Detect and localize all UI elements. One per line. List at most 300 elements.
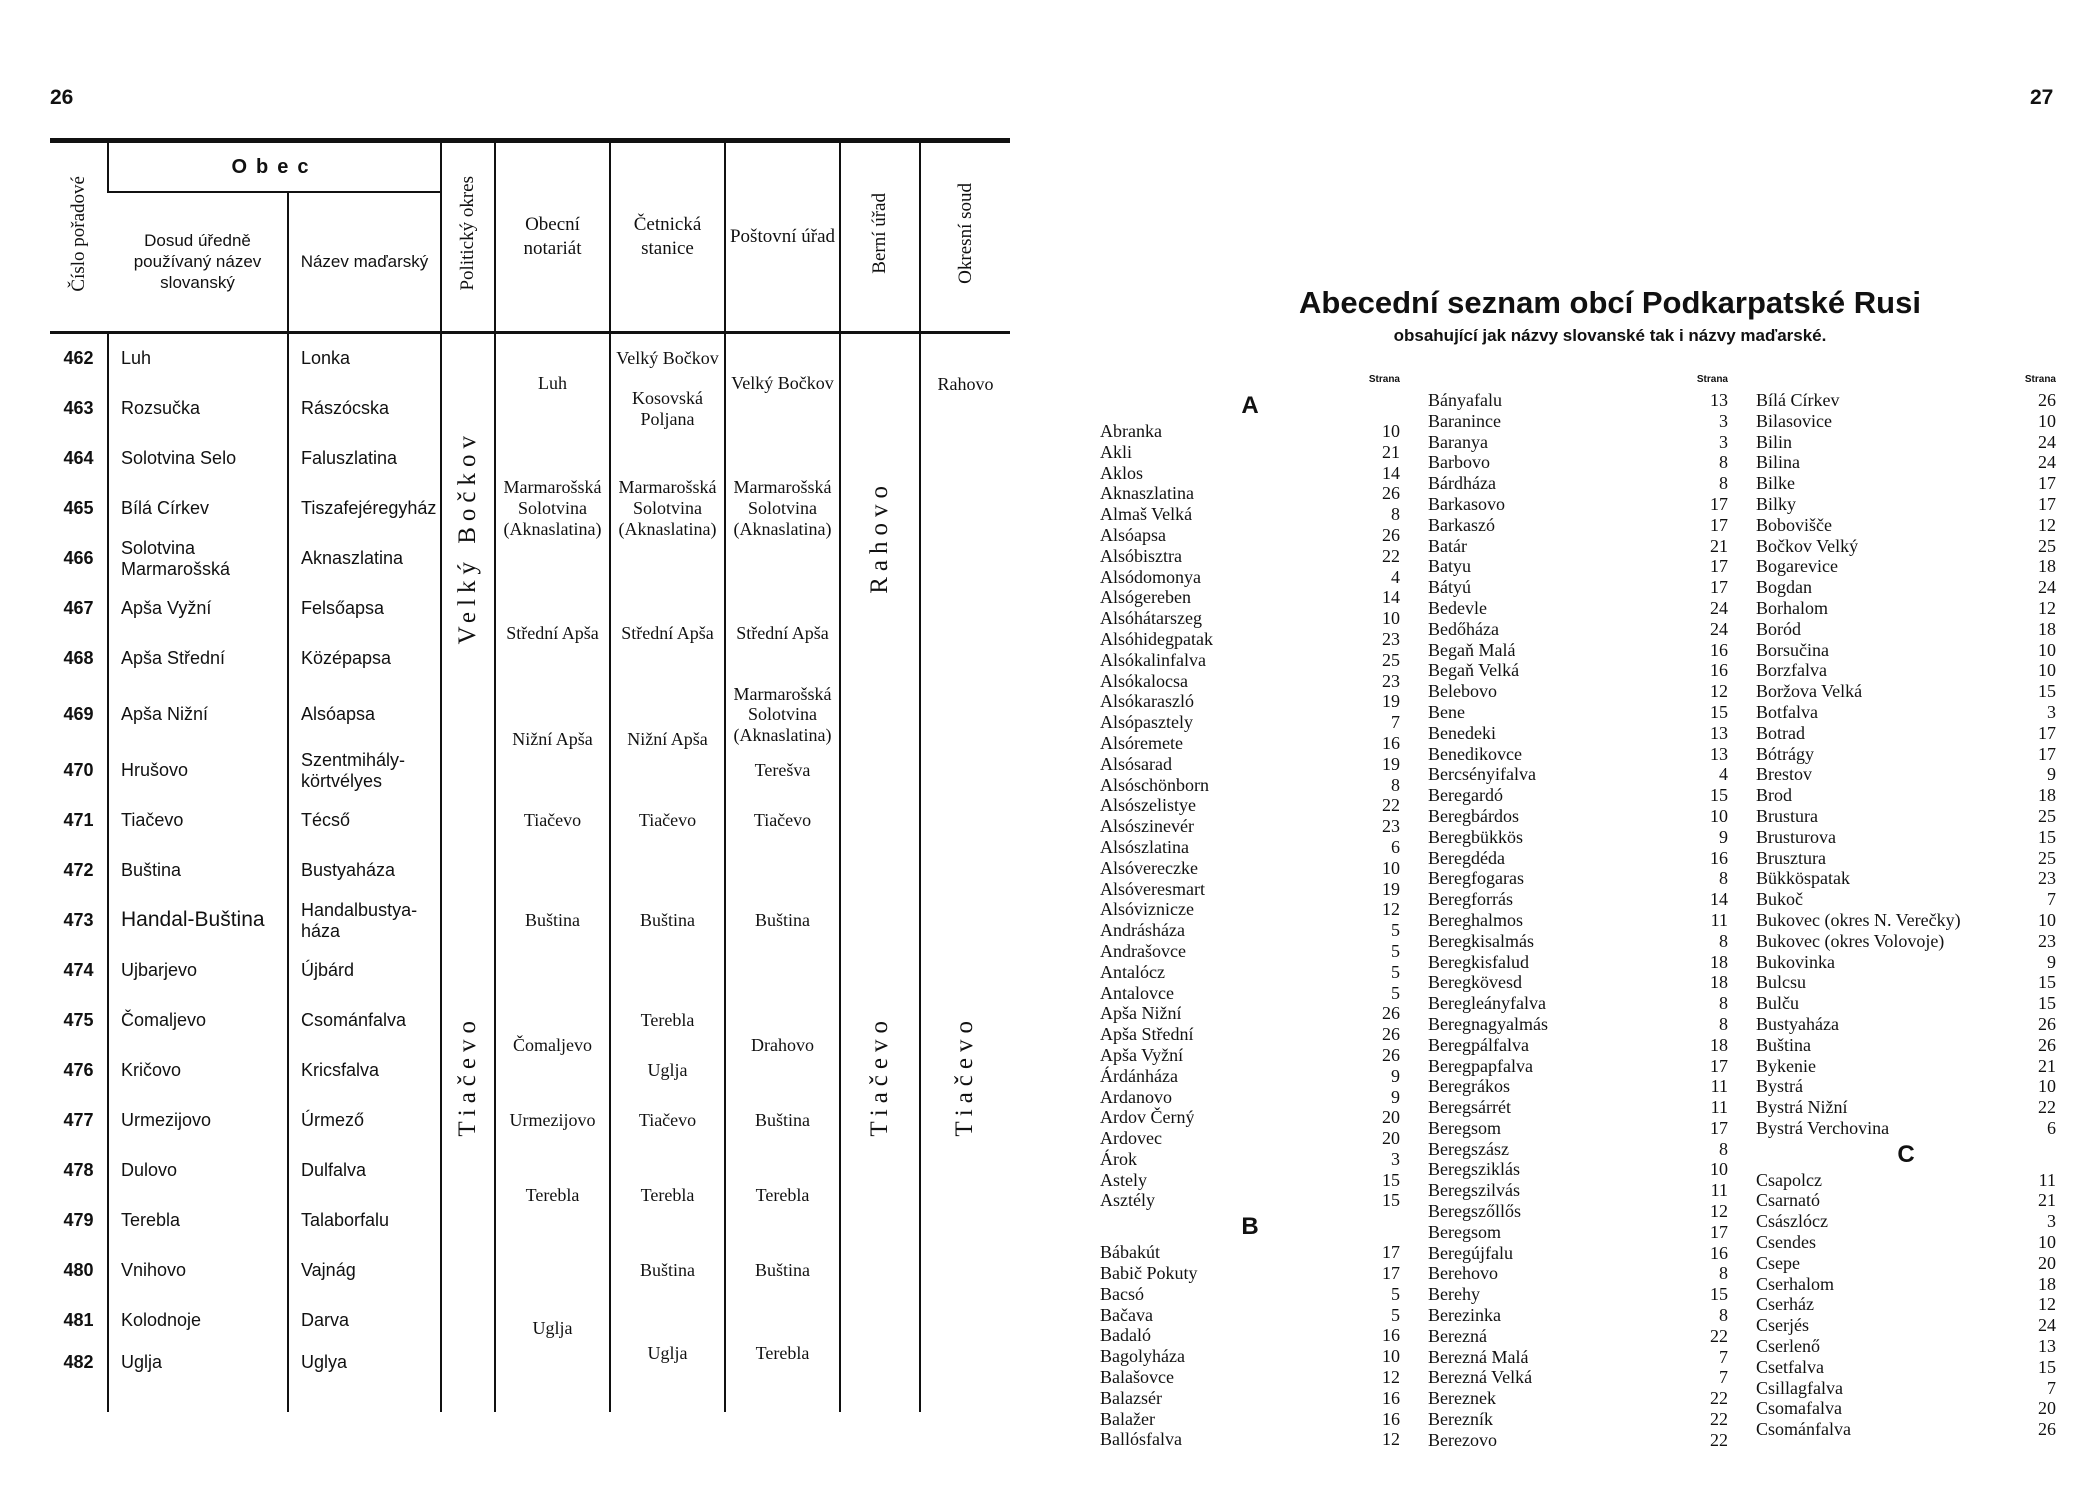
index-entry bbox=[1100, 1242, 1400, 1263]
entry-page: 15 bbox=[2038, 681, 2056, 702]
entry-page: 14 bbox=[1382, 587, 1400, 608]
entry-page: 3 bbox=[1719, 410, 1728, 431]
entry-name: Ardovec bbox=[1100, 1128, 1162, 1149]
okres-cell: Tiačevo bbox=[441, 746, 495, 1412]
index-entry bbox=[1100, 1045, 1400, 1066]
index-entry bbox=[1756, 993, 2056, 1014]
index-entry bbox=[1100, 1346, 1400, 1367]
index-entry bbox=[1428, 1347, 1728, 1368]
index-entry bbox=[1428, 1243, 1728, 1264]
entry-name: Cserhalom bbox=[1756, 1273, 1834, 1294]
entry-page: 3 bbox=[2047, 701, 2056, 722]
entry-name: Andrásháza bbox=[1100, 920, 1185, 941]
entry-name: Bilasovice bbox=[1756, 410, 1832, 431]
index-entry bbox=[1756, 432, 2056, 453]
cetnicka-cell: Tiačevo bbox=[610, 796, 725, 846]
index-entry bbox=[1756, 1118, 2056, 1139]
entry-name: Csendes bbox=[1756, 1232, 1816, 1253]
entry-page: 10 bbox=[1382, 608, 1400, 629]
entry-name: Cserház bbox=[1756, 1294, 1814, 1315]
entry-page: 12 bbox=[1382, 1429, 1400, 1450]
index-entry bbox=[1428, 515, 1728, 536]
entry-name: Árok bbox=[1100, 1148, 1137, 1169]
entry-page: 13 bbox=[1710, 743, 1728, 764]
strana-label: Strana bbox=[1368, 374, 1400, 385]
entry-name: Beregardó bbox=[1428, 785, 1503, 806]
entry-page: 4 bbox=[1719, 764, 1728, 785]
entry-page: 20 bbox=[2038, 1398, 2056, 1419]
entry-name: Bábakút bbox=[1100, 1242, 1160, 1263]
index-entry bbox=[1100, 962, 1400, 983]
index-entry bbox=[1100, 1107, 1400, 1128]
entry-name: Berehovo bbox=[1428, 1263, 1498, 1284]
entry-name: Beregleányfalva bbox=[1428, 993, 1546, 1014]
entry-page: 19 bbox=[1382, 878, 1400, 899]
index-entry bbox=[1756, 1170, 2056, 1191]
cetnicka-cell: Marmarošská Solotvina (Aknaslatina) bbox=[610, 434, 725, 584]
index-entry bbox=[1428, 723, 1728, 744]
entry-page: 26 bbox=[1382, 524, 1400, 545]
entry-page: 15 bbox=[1710, 701, 1728, 722]
index-entry bbox=[1756, 681, 2056, 702]
postovni-cell: Buština bbox=[725, 1246, 840, 1296]
entry-page: 22 bbox=[1382, 795, 1400, 816]
index-entry bbox=[1100, 421, 1400, 442]
entry-page: 12 bbox=[2038, 514, 2056, 535]
entry-page: 11 bbox=[1710, 1076, 1728, 1097]
entry-page: 8 bbox=[1391, 504, 1400, 525]
cetnicka-cell: Buština bbox=[610, 846, 725, 996]
entry-page: 24 bbox=[2038, 1315, 2056, 1336]
entry-page: 17 bbox=[2038, 493, 2056, 514]
postovni-cell: Buština bbox=[725, 846, 840, 996]
notariat-cell: Urmezijovo bbox=[495, 1096, 610, 1146]
entry-name: Botfalva bbox=[1756, 701, 1818, 722]
letter-heading: C bbox=[1897, 1140, 1915, 1168]
entry-page: 10 bbox=[2038, 410, 2056, 431]
entry-page: 17 bbox=[2038, 743, 2056, 764]
index-entry bbox=[1756, 1035, 2056, 1056]
entry-page: 16 bbox=[1710, 1242, 1728, 1263]
index-entry bbox=[1756, 1097, 2056, 1118]
index-entry bbox=[1428, 1139, 1728, 1160]
index-entry bbox=[1428, 1118, 1728, 1139]
entry-page: 17 bbox=[1710, 556, 1728, 577]
index-entry bbox=[1756, 1398, 2056, 1419]
notariat-cell: Střední Apša bbox=[495, 584, 610, 684]
cetnicka-cell: Terebla bbox=[610, 1146, 725, 1246]
entry-name: Barkaszó bbox=[1428, 514, 1495, 535]
index-entry bbox=[1428, 640, 1728, 661]
index-entry bbox=[1756, 577, 2056, 598]
index-entry bbox=[1756, 1336, 2056, 1357]
index-entry bbox=[1100, 1305, 1400, 1326]
entry-page: 15 bbox=[1710, 1284, 1728, 1305]
entry-name: Csomafalva bbox=[1756, 1398, 1842, 1419]
madarsky-name: Técső bbox=[288, 796, 441, 846]
entry-name: Csarnató bbox=[1756, 1190, 1820, 1211]
entry-name: Bárdháza bbox=[1428, 473, 1496, 494]
entry-name: Begaň Velká bbox=[1428, 660, 1520, 681]
entry-name: Csillagfalva bbox=[1756, 1377, 1843, 1398]
entry-page: 11 bbox=[1710, 1097, 1728, 1118]
entry-page: 8 bbox=[1391, 774, 1400, 795]
slovansky-name: Ujbarjevo bbox=[108, 946, 288, 996]
index-entry bbox=[1428, 744, 1728, 765]
entry-page: 17 bbox=[1382, 1242, 1400, 1263]
entry-name: Alsószinevér bbox=[1100, 816, 1194, 837]
entry-page: 8 bbox=[1719, 1263, 1728, 1284]
postovni-cell: Drahovo bbox=[725, 996, 840, 1096]
row-number: 474 bbox=[63, 960, 94, 981]
index-entry bbox=[1100, 816, 1400, 837]
entry-page: 10 bbox=[2038, 639, 2056, 660]
notariat-cell: Uglja bbox=[495, 1246, 610, 1412]
entry-page: 21 bbox=[1382, 441, 1400, 462]
entry-page: 5 bbox=[1391, 961, 1400, 982]
entry-page: 10 bbox=[2038, 1232, 2056, 1253]
entry-name: Alsósarad bbox=[1100, 753, 1172, 774]
index-entry bbox=[1428, 806, 1728, 827]
entry-name: Alsóvereczke bbox=[1100, 857, 1198, 878]
entry-page: 18 bbox=[1710, 951, 1728, 972]
index-entry bbox=[1428, 577, 1728, 598]
row-number: 463 bbox=[63, 398, 94, 419]
entry-name: Bystrá Verchovina bbox=[1756, 1117, 1890, 1138]
madarsky-name: Szentmihály-körtvélyes bbox=[288, 746, 441, 796]
index-entry bbox=[1756, 1274, 2056, 1295]
index-entry bbox=[1756, 785, 2056, 806]
entry-name: Bogarevice bbox=[1756, 556, 1838, 577]
index-entry bbox=[1428, 390, 1728, 411]
entry-name: Beregszász bbox=[1428, 1138, 1509, 1159]
index-entry bbox=[1100, 463, 1400, 484]
entry-page: 11 bbox=[1710, 909, 1728, 930]
index-entry bbox=[1100, 650, 1400, 671]
madarsky-name: Aknaszlatina bbox=[288, 534, 441, 584]
row-number: 479 bbox=[63, 1210, 94, 1231]
slovansky-name: Solotvina Selo bbox=[108, 434, 288, 484]
madarsky-name: Uglya bbox=[288, 1346, 441, 1412]
strana-label: Strana bbox=[1696, 374, 1728, 385]
index-entry bbox=[1756, 411, 2056, 432]
entry-name: Belebovo bbox=[1428, 681, 1497, 702]
entry-page: 16 bbox=[1382, 1387, 1400, 1408]
entry-page: 24 bbox=[2038, 577, 2056, 598]
index-entry bbox=[1100, 1190, 1400, 1211]
entry-name: Beregdéda bbox=[1428, 847, 1505, 868]
entry-page: 16 bbox=[1382, 732, 1400, 753]
index-entry bbox=[1100, 941, 1400, 962]
index-entry bbox=[1428, 473, 1728, 494]
entry-name: Alsóbisztra bbox=[1100, 545, 1182, 566]
entry-name: Asztély bbox=[1100, 1190, 1155, 1211]
entry-name: Alsókalinfalva bbox=[1100, 649, 1206, 670]
soud-cell: Rahovo bbox=[920, 332, 1010, 746]
slovansky-name: Tiačevo bbox=[108, 796, 288, 846]
index-entry bbox=[1100, 608, 1400, 629]
madarsky-name: Alsóapsa bbox=[288, 684, 441, 746]
entry-name: Boržova Velká bbox=[1756, 681, 1863, 702]
index-entry bbox=[1428, 1014, 1728, 1035]
index-entry bbox=[1100, 483, 1400, 504]
entry-page: 18 bbox=[2038, 618, 2056, 639]
entry-page: 23 bbox=[1382, 670, 1400, 691]
entry-name: Bukovec (okres Volovoje) bbox=[1756, 930, 1945, 951]
entry-page: 23 bbox=[2038, 930, 2056, 951]
index-entry bbox=[1100, 1388, 1400, 1409]
index-subtitle: obsahující jak názvy slovanské tak i názvy maďarské. bbox=[1393, 326, 1827, 345]
index-entry bbox=[1100, 733, 1400, 754]
entry-name: Bene bbox=[1428, 701, 1465, 722]
entry-name: Bilky bbox=[1756, 493, 1797, 514]
index-entry bbox=[1100, 1325, 1400, 1346]
entry-name: Bogdan bbox=[1756, 577, 1812, 598]
entry-page: 8 bbox=[1719, 1305, 1728, 1326]
entry-name: Boród bbox=[1756, 618, 1801, 639]
row-number: 480 bbox=[63, 1260, 94, 1281]
index-entry bbox=[1100, 1024, 1400, 1045]
entry-page: 8 bbox=[1719, 473, 1728, 494]
entry-name: Berezná Malá bbox=[1428, 1346, 1529, 1367]
madarsky-name: Úrmező bbox=[288, 1096, 441, 1146]
entry-page: 18 bbox=[1710, 1034, 1728, 1055]
entry-page: 12 bbox=[1710, 681, 1728, 702]
index-entry bbox=[1100, 795, 1400, 816]
row-number: 468 bbox=[63, 648, 94, 669]
entry-name: Bočkov Velký bbox=[1756, 535, 1859, 556]
entry-page: 8 bbox=[1719, 993, 1728, 1014]
index-entry bbox=[1428, 972, 1728, 993]
entry-name: Brustura bbox=[1756, 805, 1818, 826]
index-entry bbox=[1756, 1232, 2056, 1253]
entry-page: 17 bbox=[1710, 1055, 1728, 1076]
index-entry bbox=[1100, 567, 1400, 588]
entry-page: 15 bbox=[1382, 1169, 1400, 1190]
entry-name: Buština bbox=[1756, 1034, 1812, 1055]
slovansky-name: Uglja bbox=[108, 1346, 288, 1412]
index-entry bbox=[1756, 931, 2056, 952]
row-number: 469 bbox=[63, 704, 94, 725]
entry-name: Bačava bbox=[1100, 1304, 1153, 1325]
entry-name: Beregsziklás bbox=[1428, 1159, 1520, 1180]
slovansky-name: Apša Vyžní bbox=[108, 584, 288, 634]
index-entry bbox=[1428, 411, 1728, 432]
madarsky-name: Faluszlatina bbox=[288, 434, 441, 484]
entry-page: 18 bbox=[2038, 556, 2056, 577]
entry-name: Bulcsu bbox=[1756, 972, 1807, 993]
notariat-cell: Nižní Apša bbox=[495, 684, 610, 796]
index-entry bbox=[1428, 1367, 1728, 1388]
header-slovansky: Dosud úředně používaný název slovanský bbox=[108, 192, 288, 332]
index-entry bbox=[1756, 972, 2056, 993]
entry-page: 9 bbox=[2047, 951, 2056, 972]
index-entry bbox=[1756, 390, 2056, 411]
index-entry bbox=[1756, 515, 2056, 536]
header-cetnicka: Četnická stanice bbox=[610, 141, 725, 333]
cetnicka-cell: Uglja bbox=[610, 1296, 725, 1412]
madarsky-name: Bustyaháza bbox=[288, 846, 441, 896]
index-entry bbox=[1756, 868, 2056, 889]
entry-page: 10 bbox=[1382, 857, 1400, 878]
entry-page: 20 bbox=[2038, 1252, 2056, 1273]
index-entry bbox=[1756, 952, 2056, 973]
entry-page: 25 bbox=[1382, 649, 1400, 670]
index-entry bbox=[1428, 452, 1728, 473]
entry-name: Apša Nižní bbox=[1100, 1003, 1182, 1024]
postovni-cell: Terebla bbox=[725, 1146, 840, 1246]
cetnicka-cell: Nižní Apša bbox=[610, 684, 725, 796]
entry-name: Brusztura bbox=[1756, 847, 1826, 868]
entry-page: 17 bbox=[1710, 493, 1728, 514]
index-entry bbox=[1756, 640, 2056, 661]
index-entry bbox=[1756, 1315, 2056, 1336]
index-entry bbox=[1756, 764, 2056, 785]
index-entry bbox=[1100, 754, 1400, 775]
index-entry bbox=[1100, 1128, 1400, 1149]
entry-name: Alsóschönborn bbox=[1100, 774, 1209, 795]
index-entry bbox=[1428, 993, 1728, 1014]
index-entry bbox=[1100, 712, 1400, 733]
entry-name: Bilin bbox=[1756, 431, 1793, 452]
slovansky-name: Kričovo bbox=[108, 1046, 288, 1096]
entry-page: 12 bbox=[2038, 597, 2056, 618]
index-entry bbox=[1428, 536, 1728, 557]
entry-name: Beregszőllős bbox=[1428, 1201, 1521, 1222]
entry-name: Aklos bbox=[1100, 462, 1144, 483]
row-number: 464 bbox=[63, 448, 94, 469]
index-entry bbox=[1100, 587, 1400, 608]
entry-page: 10 bbox=[1382, 1346, 1400, 1367]
entry-page: 9 bbox=[1391, 1086, 1400, 1107]
postovni-cell: Marmarošská Solotvina (Aknaslatina) bbox=[725, 684, 840, 746]
index-entry bbox=[1428, 1430, 1728, 1451]
index-entry bbox=[1428, 931, 1728, 952]
entry-page: 20 bbox=[1382, 1128, 1400, 1149]
entry-name: Badaló bbox=[1100, 1325, 1151, 1346]
slovansky-name: Terebla bbox=[108, 1196, 288, 1246]
entry-name: Balažer bbox=[1100, 1408, 1155, 1429]
entry-name: Benedeki bbox=[1428, 722, 1496, 743]
entry-name: Aknaszlatina bbox=[1100, 483, 1194, 504]
entry-page: 9 bbox=[1391, 1065, 1400, 1086]
index-entry bbox=[1100, 629, 1400, 650]
entry-name: Csepe bbox=[1756, 1252, 1800, 1273]
entry-page: 13 bbox=[2038, 1336, 2056, 1357]
entry-page: 16 bbox=[1382, 1408, 1400, 1429]
entry-name: Beregsom bbox=[1428, 1117, 1501, 1138]
index-column bbox=[1756, 370, 2056, 1440]
entry-name: Beregújfalu bbox=[1428, 1242, 1513, 1263]
letter-heading: A bbox=[1241, 392, 1259, 419]
entry-name: Csapolcz bbox=[1756, 1169, 1822, 1190]
slovansky-name: Rozsučka bbox=[108, 384, 288, 434]
madarsky-name: Talaborfalu bbox=[288, 1196, 441, 1246]
entry-page: 8 bbox=[1719, 1138, 1728, 1159]
entry-name: Bedevle bbox=[1428, 597, 1487, 618]
entry-page: 5 bbox=[1391, 1304, 1400, 1325]
index-entry bbox=[1756, 494, 2056, 515]
entry-name: Andrašovce bbox=[1100, 940, 1186, 961]
entry-page: 23 bbox=[1382, 816, 1400, 837]
header-politicky-okres: Politický okres bbox=[441, 141, 495, 333]
index-entry bbox=[1428, 868, 1728, 889]
entry-name: Beregfogaras bbox=[1428, 868, 1524, 889]
index-entry bbox=[1428, 1263, 1728, 1284]
slovansky-name: Apša Nižní bbox=[108, 684, 288, 746]
notariat-cell: Luh bbox=[495, 332, 610, 434]
index-entry bbox=[1428, 1388, 1728, 1409]
entry-page: 5 bbox=[1391, 940, 1400, 961]
index-entry bbox=[1100, 837, 1400, 858]
index-entry bbox=[1100, 858, 1400, 879]
entry-name: Babič Pokuty bbox=[1100, 1263, 1198, 1284]
entry-page: 17 bbox=[1710, 514, 1728, 535]
slovansky-name: Čomaljevo bbox=[108, 996, 288, 1046]
madarsky-name: Dulfalva bbox=[288, 1146, 441, 1196]
entry-name: Bilina bbox=[1756, 452, 1800, 473]
slovansky-name: Solotvina Marmarošská bbox=[108, 534, 288, 584]
entry-name: Brestov bbox=[1756, 764, 1812, 785]
index-entry bbox=[1756, 848, 2056, 869]
entry-name: Alsóhátarszeg bbox=[1100, 608, 1202, 629]
index-entry bbox=[1428, 1180, 1728, 1201]
entry-name: Beregkisfalud bbox=[1428, 951, 1529, 972]
index-entry bbox=[1756, 1419, 2056, 1440]
entry-name: Beregsárrét bbox=[1428, 1097, 1511, 1118]
madarsky-name: Kricsfalva bbox=[288, 1046, 441, 1096]
entry-name: Borzfalva bbox=[1756, 660, 1827, 681]
index-entry bbox=[1756, 660, 2056, 681]
entry-name: Csetfalva bbox=[1756, 1356, 1824, 1377]
entry-page: 18 bbox=[2038, 785, 2056, 806]
cetnicka-cell: Buština bbox=[610, 1246, 725, 1296]
madarsky-name: Darva bbox=[288, 1296, 441, 1346]
entry-page: 25 bbox=[2038, 805, 2056, 826]
index-entry bbox=[1756, 806, 2056, 827]
entry-page: 21 bbox=[2038, 1190, 2056, 1211]
index-entry bbox=[1100, 1429, 1400, 1450]
entry-page: 3 bbox=[2047, 1211, 2056, 1232]
index-entry bbox=[1100, 1367, 1400, 1388]
entry-name: Brod bbox=[1756, 785, 1792, 806]
entry-page: 25 bbox=[2038, 847, 2056, 868]
entry-name: Ardanovo bbox=[1100, 1086, 1172, 1107]
index-entry bbox=[1428, 1409, 1728, 1430]
entry-page: 10 bbox=[1710, 1159, 1728, 1180]
entry-page: 9 bbox=[1719, 826, 1728, 847]
entry-page: 9 bbox=[2047, 764, 2056, 785]
index-entry bbox=[1100, 1409, 1400, 1430]
madarsky-name: Handalbustya-háza bbox=[288, 896, 441, 946]
entry-page: 19 bbox=[1382, 753, 1400, 774]
entry-name: Begaň Malá bbox=[1428, 639, 1516, 660]
index-entry bbox=[1756, 702, 2056, 723]
notariat-cell: Tiačevo bbox=[495, 796, 610, 846]
entry-name: Berehy bbox=[1428, 1284, 1480, 1305]
entry-name: Beregbárdos bbox=[1428, 805, 1519, 826]
header-obec: Obec bbox=[108, 141, 441, 193]
entry-name: Cserjés bbox=[1756, 1315, 1809, 1336]
entry-name: Almaš Velká bbox=[1100, 504, 1193, 525]
postovni-cell: Tiačevo bbox=[725, 796, 840, 846]
entry-page: 10 bbox=[2038, 1076, 2056, 1097]
entry-name: Balazsér bbox=[1100, 1387, 1162, 1408]
entry-page: 26 bbox=[2038, 390, 2056, 410]
cetnicka-cell: Kosovská Poljana bbox=[610, 384, 725, 434]
municipality-table-page bbox=[50, 138, 1010, 1448]
index-entry bbox=[1428, 910, 1728, 931]
